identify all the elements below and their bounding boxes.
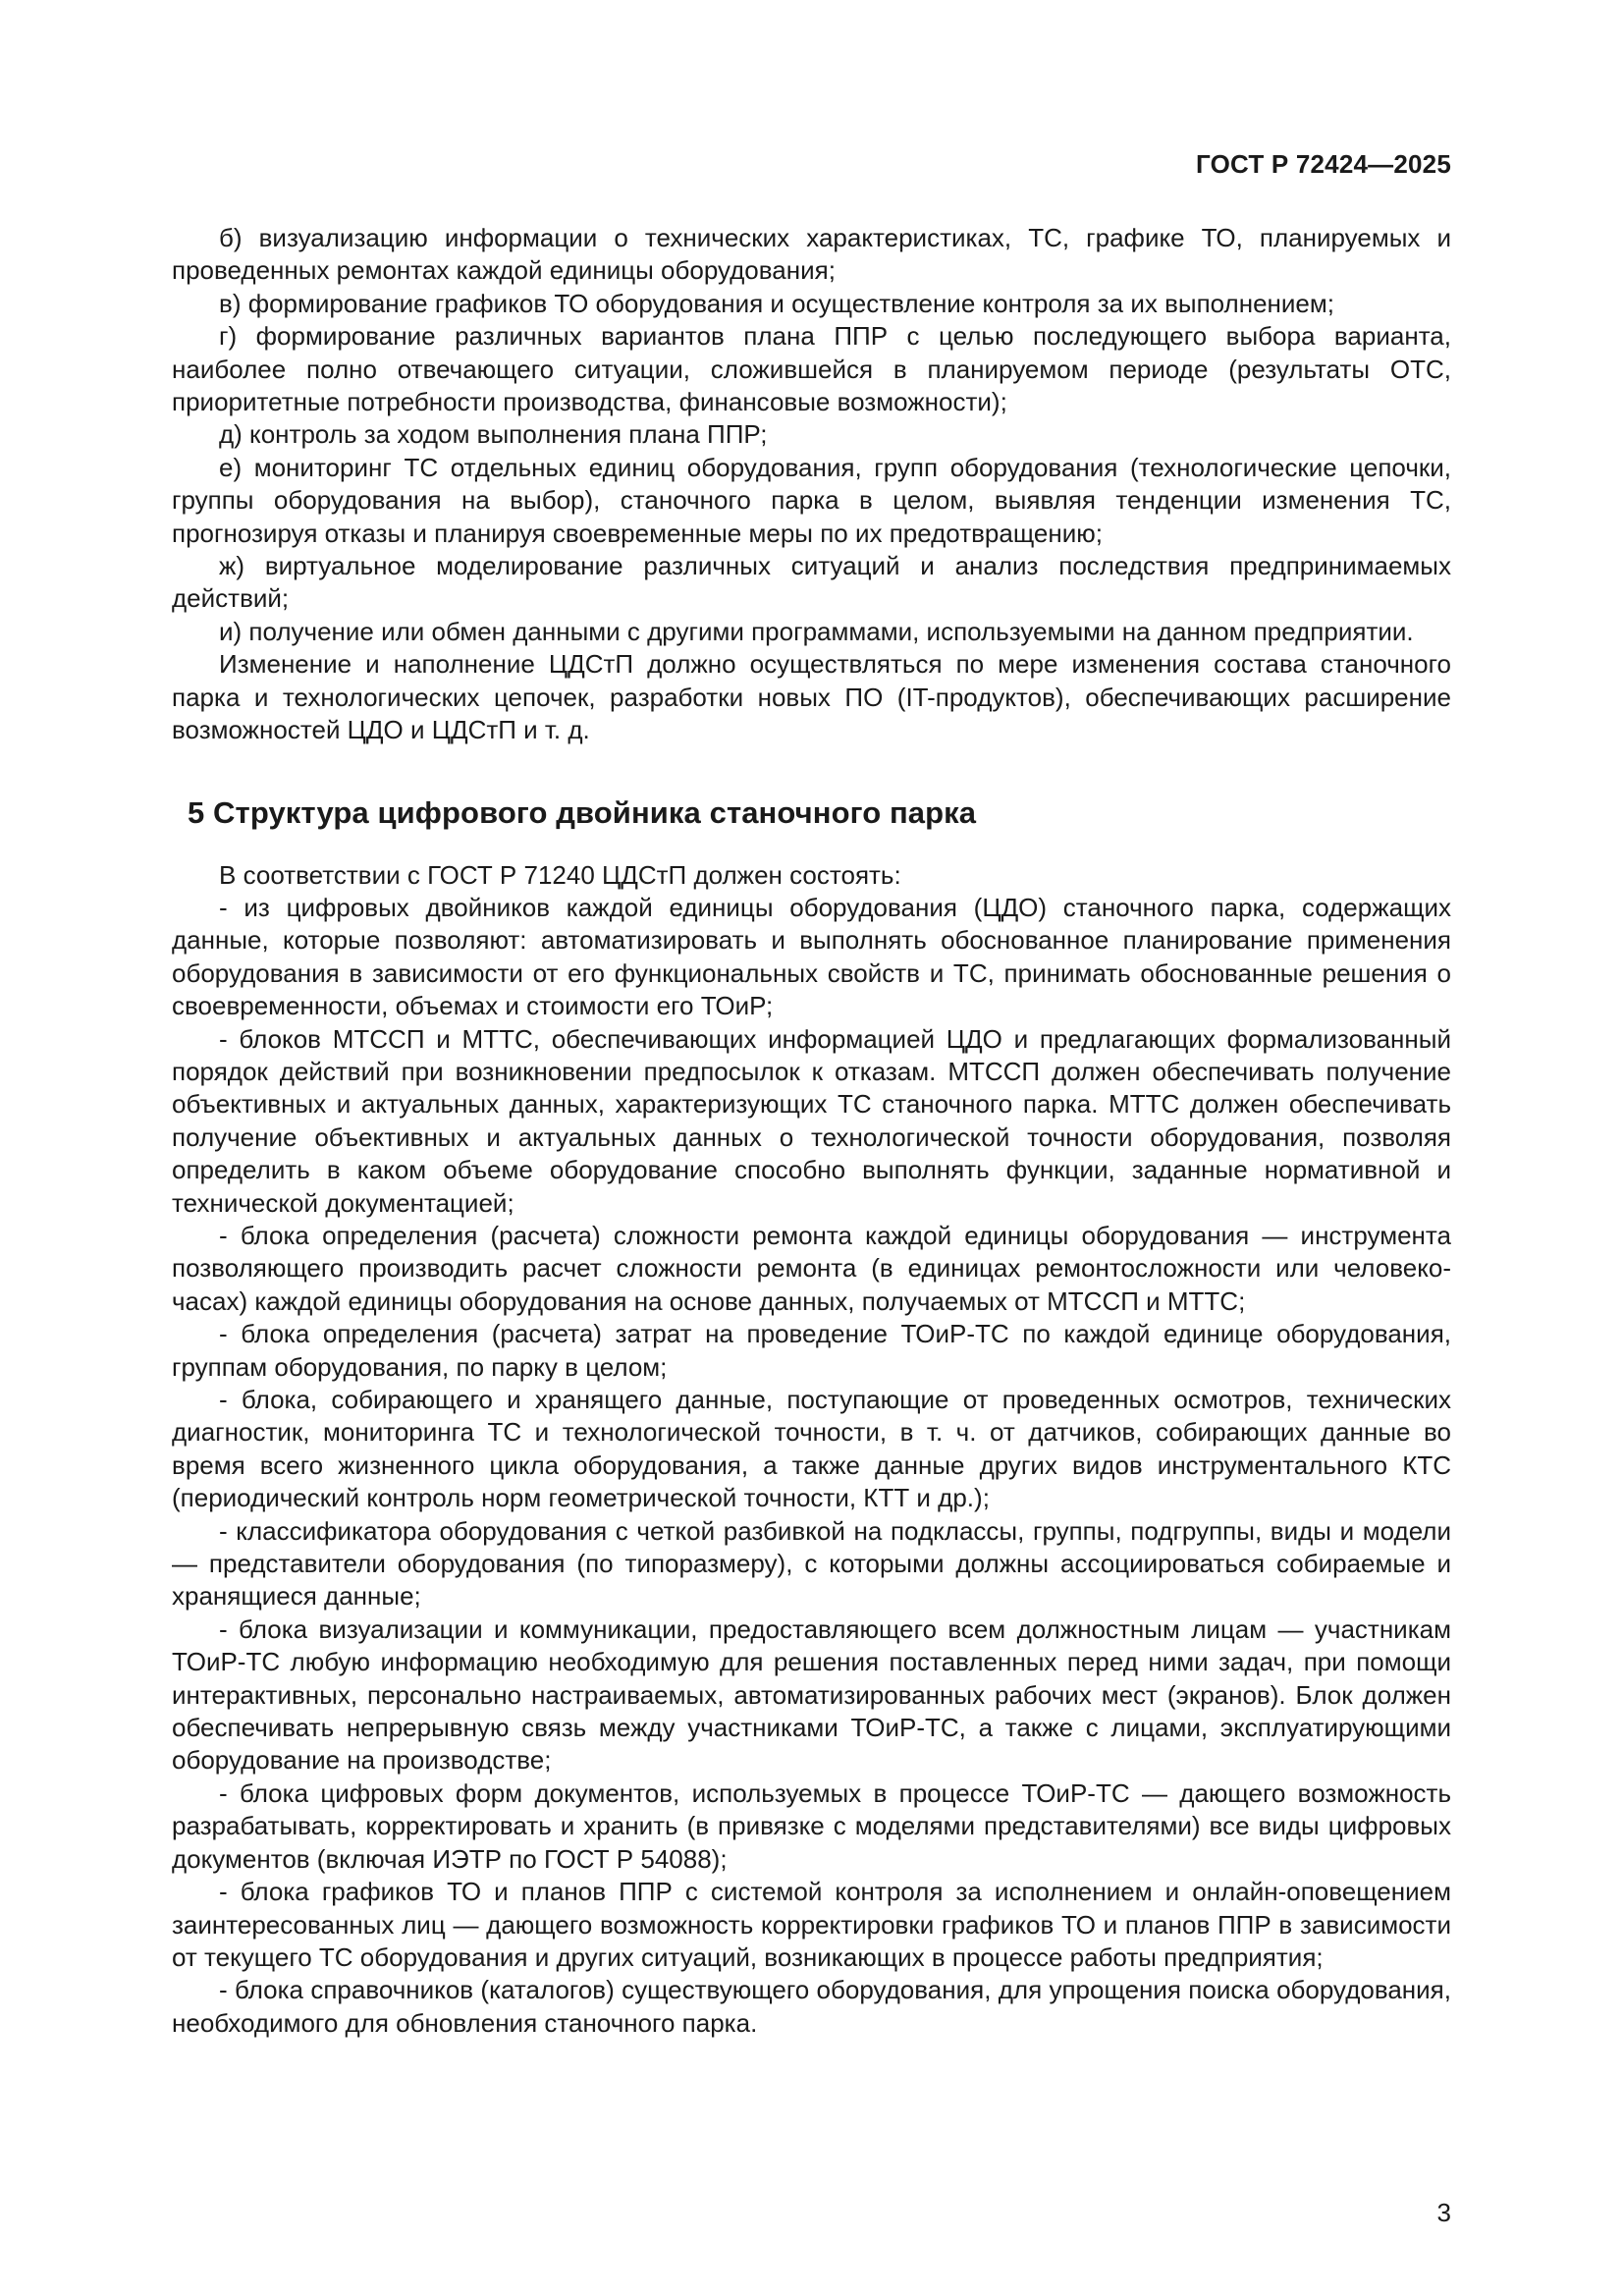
- page-body: [172, 222, 1451, 2040]
- list-item-e: е) мониторинг ТС отдельных единиц оборудования, групп оборудования (технологические цепочки, группы оборудования на выбор), станочного парка в целом, выявляя тенденции изменения ТС, прогнозируя отказы и планируя своевременные меры по их предотвращению;: [172, 452, 1451, 548]
- section-item: - блока определения (расчета) сложности ремонта каждой единицы оборудования — инструмента позволяющего производить расчет сложности ремонта (в единицах ремонтосложности или человеко-часах) каждой единицы оборудования на основе данных, получаемых от МТССП и МТТС;: [172, 1220, 1451, 1316]
- document-code: ГОСТ Р 72424—2025: [1196, 149, 1451, 179]
- section-item: - блока, собирающего и хранящего данные, поступающие от проведенных осмотров, технических диагностик, мониторинга ТС и технологической точности, в т. ч. от датчиков, собирающих данные во время всего жизненного цикла оборудования, а также данные других видов инструментального КТС (периодический контроль норм геометрической точности, КТТ и др.);: [172, 1385, 1451, 1513]
- list-item-v: в) формирование графиков ТО оборудования и осуществление контроля за их выполнением;: [219, 288, 1334, 318]
- section-item: - блока цифровых форм документов, используемых в процессе ТОиР-ТС — дающего возможность разрабатывать, корректировать и хранить (в привязке с моделями представителями) все виды цифровых документов (включая ИЭТР по ГОСТ Р 54088);: [172, 1777, 1451, 1874]
- section-item: - блока справочников (каталогов) существующего оборудования, для упрощения поиска оборудования, необходимого для обновления станочного парка.: [172, 1975, 1451, 2038]
- section-item: - блока графиков ТО и планов ППР с системой контроля за исполнением и онлайн-оповещением заинтересованных лиц — дающего возможность корректировки графиков ТО и планов ППР в зависимости от текущего ТС оборудования и других ситуаций, возникающих в процессе работы предприятия;: [172, 1877, 1451, 1972]
- section-item: - блока определения (расчета) затрат на проведение ТОиР-ТС по каждой единице оборудования, группам оборудования, по парку в целом;: [172, 1319, 1451, 1382]
- list-item-zh: ж) виртуальное моделирование различных ситуаций и анализ последствия предпринимаемых действий;: [172, 551, 1451, 614]
- section-item: - из цифровых двойников каждой единицы оборудования (ЦДО) станочного парка, содержащих данные, которые позволяют: автоматизировать и выполнять обоснованное планирование применения оборудования в зависимости от его функциональных свойств и ТС, принимать обоснованные решения о своевременности, объемах и стоимости его ТОиР;: [172, 892, 1451, 1021]
- section-item: - классификатора оборудования с четкой разбивкой на подклассы, группы, подгруппы, виды и модели — представители оборудования (по типоразмеру), с которыми должны ассоциироваться собираемые и хранящиеся данные;: [172, 1515, 1451, 1612]
- list-item-i: и) получение или обмен данными с другими программами, используемыми на данном предприятии.: [219, 616, 1414, 646]
- page-number: 3: [1436, 2198, 1451, 2227]
- paragraph-change: Изменение и наполнение ЦДСтП должно осуществляться по мере изменения состава станочного парка и технологических цепочек, разработки новых ПО (IT-продуктов), обеспечивающих расширение возможностей ЦДО и ЦДСтП и т. д.: [172, 649, 1451, 745]
- section-title: 5 Структура цифрового двойника станочного парка: [188, 794, 977, 830]
- list-item-g: г) формирование различных вариантов плана ППР с целью последующего выбора варианта, наиболее полно отвечающего ситуации, сложившейся в планируемом периоде (результаты ОТС, приоритетные потребности производства, финансовые возможности);: [172, 321, 1451, 417]
- section-item: - блоков МТССП и МТТС, обеспечивающих информацией ЦДО и предлагающих формализованный порядок действий при возникновении предпосылок к отказам. МТССП должен обеспечивать получение объективных и актуальных данных, характеризующих ТС станочного парка. МТТС должен обеспечивать получение объективных и актуальных данных о технологической точности оборудования, позволяя определить в каком объеме оборудование способно выполнять функции, заданные нормативной и технической документацией;: [172, 1023, 1451, 1218]
- section-intro: В соответствии с ГОСТ Р 71240 ЦДСтП должен состоять:: [219, 859, 901, 890]
- list-item-d: д) контроль за ходом выполнения плана ППР;: [219, 419, 768, 450]
- section-item: - блока визуализации и коммуникации, предоставляющего всем должностным лицам — участникам ТОиР-ТС любую информацию необходимую для решения поставленных перед ними задач, при помощи интерактивных, персонально настраиваемых, автоматизированных рабочих мест (экранов). Блок должен обеспечивать непрерывную связь между участниками ТОиР-ТС, а также с лицами, эксплуатирующими оборудование на производстве;: [172, 1613, 1451, 1776]
- list-item-b: б) визуализацию информации о технических характеристиках, ТС, графике ТО, планируемых и проведенных ремонтах каждой единицы оборудования;: [172, 223, 1451, 286]
